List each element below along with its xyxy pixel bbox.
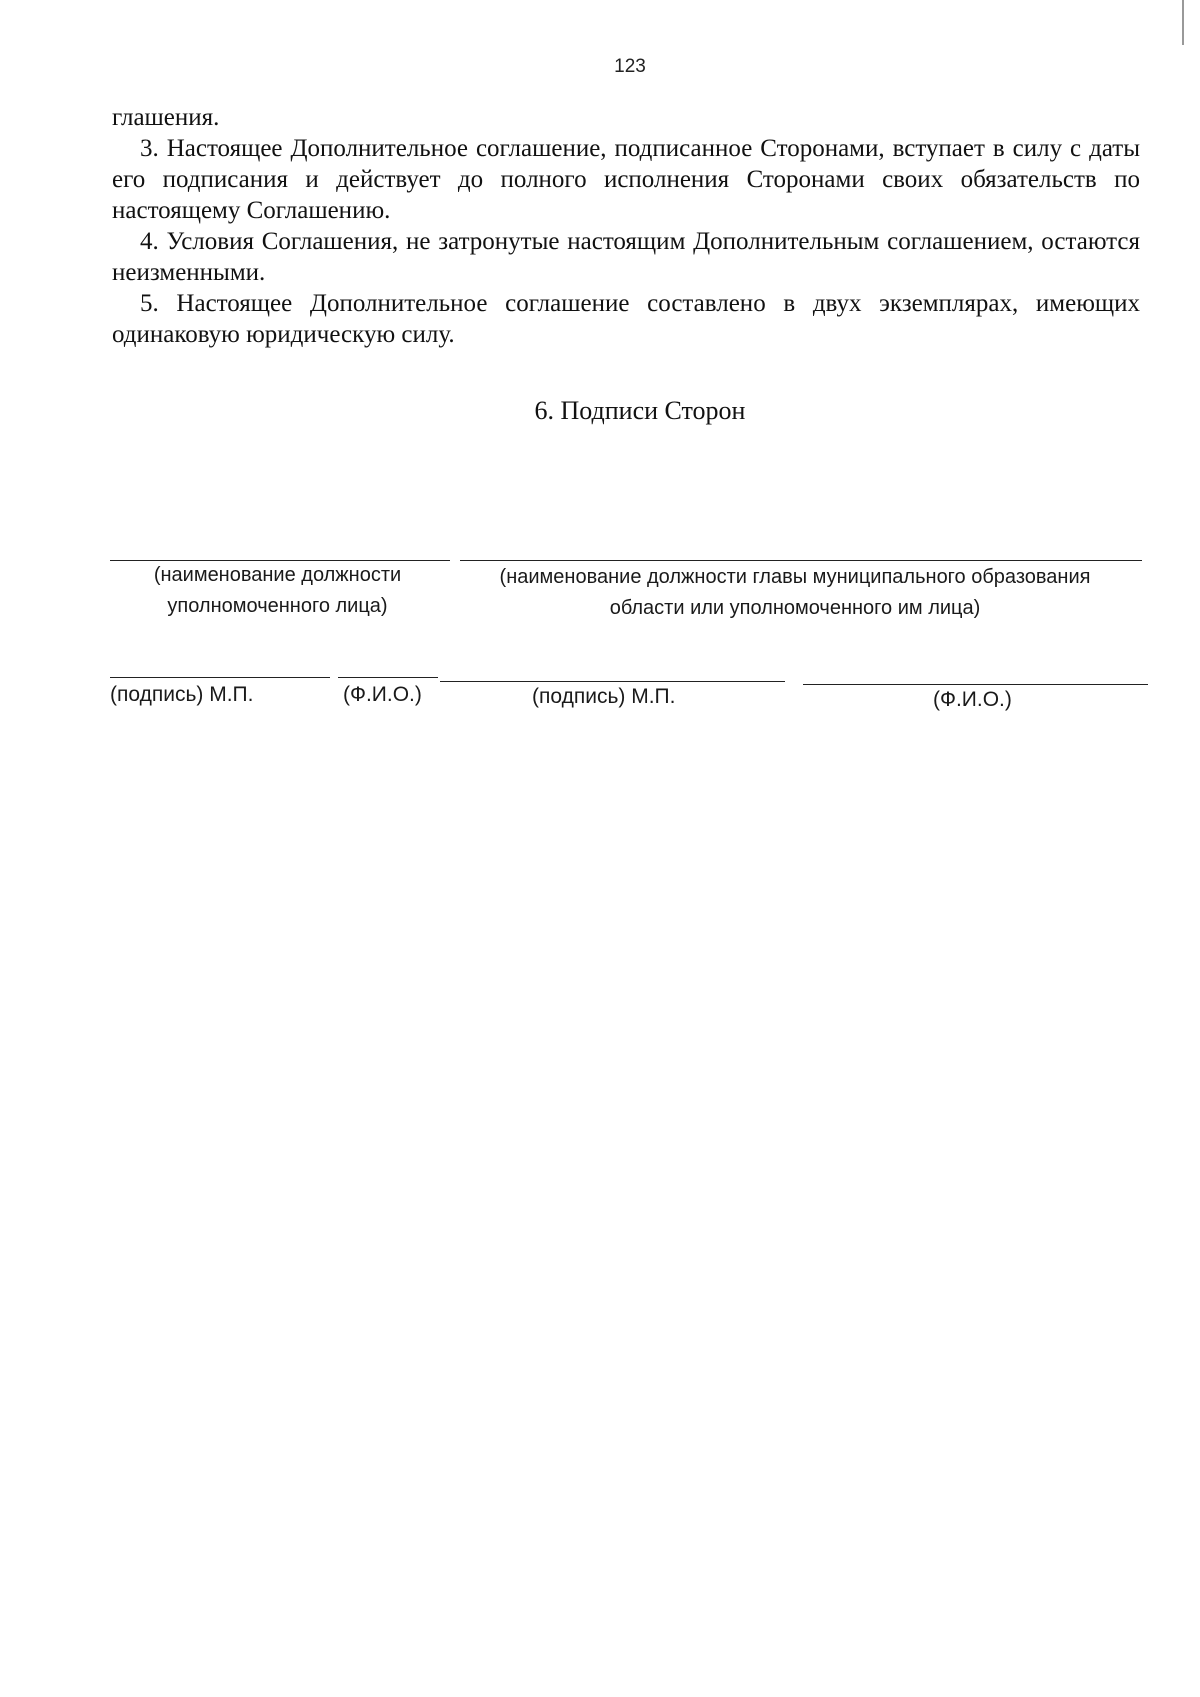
right-signature-line <box>440 681 785 682</box>
right-name-line <box>803 684 1148 685</box>
left-signature-label: (подпись) М.П. <box>110 683 254 706</box>
left-name-label: (Ф.И.О.) <box>343 683 422 706</box>
paragraph-continuation: глашения. <box>112 104 220 131</box>
right-name-label: (Ф.И.О.) <box>933 688 1012 711</box>
right-signature-label: (подпись) М.П. <box>532 685 676 708</box>
paragraph-4: 4. Условия Соглашения, не затронутые настоящим Дополнительным соглашением, остаются неизменными. <box>112 228 1140 286</box>
left-signature-line <box>110 677 330 678</box>
scan-edge-mark <box>1182 0 1184 45</box>
page-number: 123 <box>614 56 646 77</box>
paragraph-3: 3. Настоящее Дополнительное соглашение, подписанное Сторонами, вступает в силу с даты его подписания и действует до полного исполнения Сторонами своих обязательств по настоящему Соглашению. <box>112 135 1140 224</box>
section-heading: 6. Подписи Сторон <box>534 396 746 425</box>
right-position-line <box>460 560 1142 561</box>
left-name-line <box>338 677 438 678</box>
document-body <box>112 102 1140 350</box>
paragraph-5: 5. Настоящее Дополнительное соглашение составлено в двух экземплярах, имеющих одинаковую юридическую силу. <box>112 290 1140 348</box>
right-position-caption: (наименование должности главы муниципального образования области или уполномоченного им лица) <box>499 566 1091 619</box>
left-position-caption: (наименование должности уполномоченного лица) <box>153 564 402 617</box>
